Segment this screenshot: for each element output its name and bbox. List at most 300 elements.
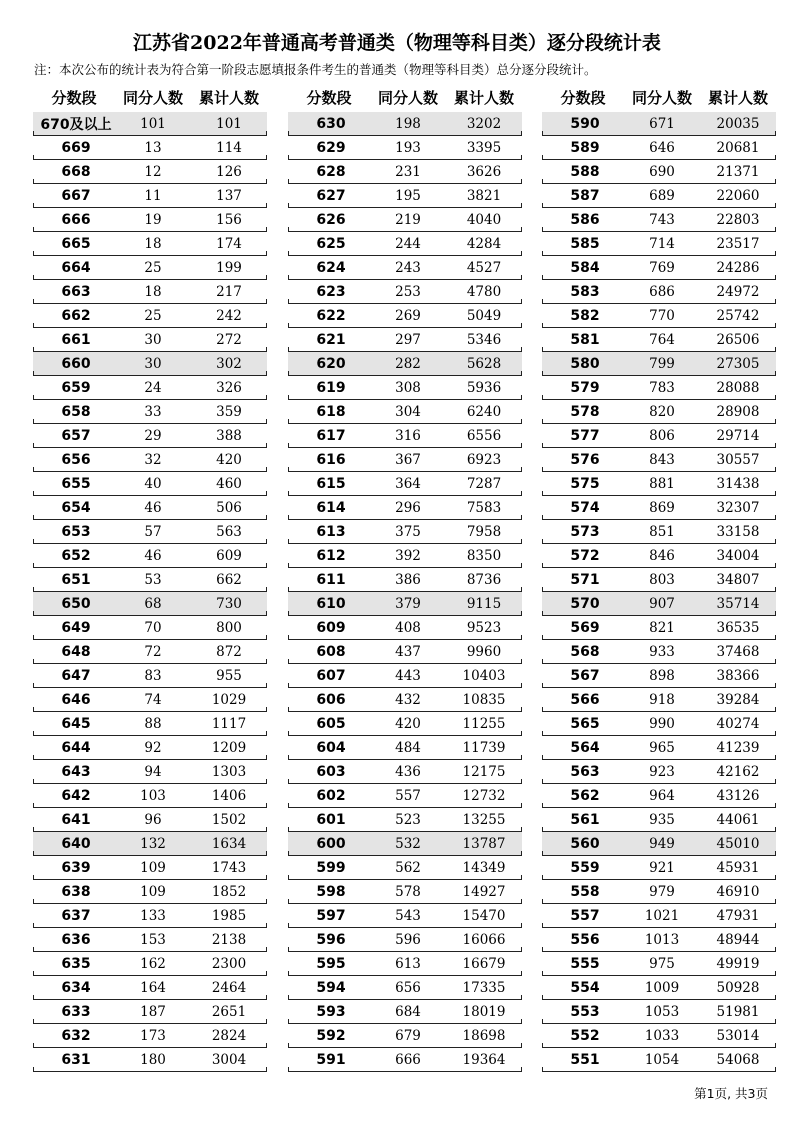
score-cell: 558 xyxy=(570,883,600,900)
table-row xyxy=(288,976,522,1000)
table-row xyxy=(33,232,267,256)
table-row xyxy=(33,928,267,952)
cumulative-count-cell: 302 xyxy=(216,355,242,372)
table-row xyxy=(33,400,267,424)
score-cell: 626 xyxy=(316,211,346,228)
cumulative-count-cell: 1209 xyxy=(211,739,247,756)
cumulative-count-cell: 388 xyxy=(216,427,242,444)
table-row xyxy=(542,184,776,208)
score-cell: 635 xyxy=(61,955,91,972)
same-count-cell: 296 xyxy=(395,499,421,516)
same-count-cell: 869 xyxy=(649,499,675,516)
same-count-cell: 851 xyxy=(649,523,675,540)
cumulative-count-cell: 24286 xyxy=(716,259,760,276)
table-note: 注：本次公布的统计表为符合第一阶段志愿填报条件考生的普通类（物理等科目类）总分逐分段统计。 xyxy=(34,62,597,77)
header-same-count: 同分人数 xyxy=(631,88,692,107)
table-row xyxy=(542,856,776,880)
score-cell: 552 xyxy=(570,1027,600,1044)
same-count-cell: 666 xyxy=(395,1051,421,1068)
cumulative-count-cell: 12175 xyxy=(462,763,506,780)
cumulative-count-cell: 10835 xyxy=(462,691,506,708)
same-count-cell: 679 xyxy=(395,1027,421,1044)
same-count-cell: 282 xyxy=(395,355,421,372)
cumulative-count-cell: 609 xyxy=(216,547,242,564)
score-cell: 655 xyxy=(61,475,91,492)
table-row xyxy=(288,328,522,352)
same-count-cell: 743 xyxy=(649,211,675,228)
same-count-cell: 783 xyxy=(649,379,675,396)
table-row xyxy=(33,856,267,880)
table-row xyxy=(33,472,267,496)
score-cell: 577 xyxy=(570,427,600,444)
cumulative-count-cell: 126 xyxy=(216,163,242,180)
cumulative-count-cell: 3821 xyxy=(466,187,502,204)
same-count-cell: 304 xyxy=(395,403,421,420)
same-count-cell: 846 xyxy=(649,547,675,564)
table-row xyxy=(288,496,522,520)
same-count-cell: 436 xyxy=(395,763,421,780)
table-row xyxy=(542,760,776,784)
cumulative-count-cell: 199 xyxy=(216,259,242,276)
same-count-cell: 596 xyxy=(395,931,421,948)
score-cell: 627 xyxy=(316,187,346,204)
cumulative-count-cell: 31438 xyxy=(716,475,760,492)
cumulative-count-cell: 137 xyxy=(216,187,242,204)
same-count-cell: 935 xyxy=(649,811,675,828)
same-count-cell: 132 xyxy=(140,835,166,852)
column-header xyxy=(33,84,267,110)
table-row xyxy=(542,544,776,568)
cumulative-count-cell: 27305 xyxy=(716,355,760,372)
same-count-cell: 392 xyxy=(395,547,421,564)
cumulative-count-cell: 39284 xyxy=(716,691,760,708)
cumulative-count-cell: 20035 xyxy=(716,115,760,132)
score-cell: 601 xyxy=(316,811,346,828)
same-count-cell: 162 xyxy=(140,955,166,972)
header-same-count: 同分人数 xyxy=(122,88,183,107)
score-cell: 664 xyxy=(61,259,91,276)
same-count-cell: 40 xyxy=(144,475,162,492)
cumulative-count-cell: 15470 xyxy=(462,907,506,924)
table-row xyxy=(542,808,776,832)
same-count-cell: 297 xyxy=(395,331,421,348)
score-cell: 644 xyxy=(61,739,91,756)
table-row xyxy=(288,640,522,664)
same-count-cell: 1021 xyxy=(644,907,680,924)
cumulative-count-cell: 2651 xyxy=(211,1003,247,1020)
score-cell: 613 xyxy=(316,523,346,540)
table-row xyxy=(288,208,522,232)
score-cell: 659 xyxy=(61,379,91,396)
score-cell: 610 xyxy=(316,595,346,612)
same-count-cell: 30 xyxy=(144,331,162,348)
same-count-cell: 979 xyxy=(649,883,675,900)
score-cell: 556 xyxy=(570,931,600,948)
table-row xyxy=(288,880,522,904)
score-cell: 603 xyxy=(316,763,346,780)
cumulative-count-cell: 1852 xyxy=(211,883,247,900)
table-row xyxy=(288,688,522,712)
same-count-cell: 101 xyxy=(140,115,166,132)
same-count-cell: 714 xyxy=(649,235,675,252)
score-cell: 667 xyxy=(61,187,91,204)
cumulative-count-cell: 955 xyxy=(216,667,242,684)
same-count-cell: 1053 xyxy=(644,1003,680,1020)
page-number: 第1页, 共3页 xyxy=(694,1086,768,1101)
same-count-cell: 53 xyxy=(144,571,162,588)
score-cell: 616 xyxy=(316,451,346,468)
same-count-cell: 437 xyxy=(395,643,421,660)
score-cell: 566 xyxy=(570,691,600,708)
same-count-cell: 29 xyxy=(144,427,162,444)
score-cell: 590 xyxy=(570,115,600,132)
score-cell: 557 xyxy=(570,907,600,924)
same-count-cell: 975 xyxy=(649,955,675,972)
score-cell: 585 xyxy=(570,235,600,252)
score-cell: 594 xyxy=(316,979,346,996)
score-cell: 658 xyxy=(61,403,91,420)
cumulative-count-cell: 506 xyxy=(216,499,242,516)
cumulative-count-cell: 8350 xyxy=(466,547,502,564)
cumulative-count-cell: 30557 xyxy=(716,451,760,468)
table-row xyxy=(542,280,776,304)
cumulative-count-cell: 460 xyxy=(216,475,242,492)
cumulative-count-cell: 29714 xyxy=(716,427,760,444)
cumulative-count-cell: 101 xyxy=(216,115,242,132)
score-cell: 637 xyxy=(61,907,91,924)
score-cell: 555 xyxy=(570,955,600,972)
same-count-cell: 109 xyxy=(140,883,166,900)
cumulative-count-cell: 326 xyxy=(216,379,242,396)
score-cell: 631 xyxy=(61,1051,91,1068)
table-row xyxy=(288,112,522,136)
same-count-cell: 806 xyxy=(649,427,675,444)
cumulative-count-cell: 9960 xyxy=(466,643,502,660)
table-row xyxy=(542,880,776,904)
score-cell: 623 xyxy=(316,283,346,300)
table-row xyxy=(542,736,776,760)
same-count-cell: 578 xyxy=(395,883,421,900)
same-count-cell: 386 xyxy=(395,571,421,588)
same-count-cell: 193 xyxy=(395,139,421,156)
table-row xyxy=(33,448,267,472)
cumulative-count-cell: 24972 xyxy=(716,283,760,300)
cumulative-count-cell: 26506 xyxy=(716,331,760,348)
cumulative-count-cell: 22060 xyxy=(716,187,760,204)
table-row xyxy=(542,712,776,736)
same-count-cell: 30 xyxy=(144,355,162,372)
table-rows xyxy=(542,112,776,1072)
cumulative-count-cell: 16066 xyxy=(462,931,506,948)
header-score: 分数段 xyxy=(51,88,97,107)
same-count-cell: 367 xyxy=(395,451,421,468)
table-row xyxy=(33,712,267,736)
table-column-1 xyxy=(33,84,267,1072)
score-cell: 573 xyxy=(570,523,600,540)
cumulative-count-cell: 2824 xyxy=(211,1027,247,1044)
cumulative-count-cell: 16679 xyxy=(462,955,506,972)
same-count-cell: 244 xyxy=(395,235,421,252)
same-count-cell: 562 xyxy=(395,859,421,876)
page-title: 江苏省2022年普通高考普通类（物理等科目类）逐分段统计表 xyxy=(133,32,661,54)
same-count-cell: 32 xyxy=(144,451,162,468)
cumulative-count-cell: 872 xyxy=(216,643,242,660)
table-row xyxy=(33,760,267,784)
cumulative-count-cell: 1029 xyxy=(211,691,247,708)
score-cell: 611 xyxy=(316,571,346,588)
score-cell: 565 xyxy=(570,715,600,732)
table-row xyxy=(33,640,267,664)
same-count-cell: 443 xyxy=(395,667,421,684)
cumulative-count-cell: 6923 xyxy=(466,451,502,468)
same-count-cell: 484 xyxy=(395,739,421,756)
cumulative-count-cell: 156 xyxy=(216,211,242,228)
same-count-cell: 24 xyxy=(144,379,162,396)
table-row xyxy=(33,616,267,640)
cumulative-count-cell: 3202 xyxy=(466,115,502,132)
score-cell: 589 xyxy=(570,139,600,156)
cumulative-count-cell: 4284 xyxy=(466,235,502,252)
table-row xyxy=(542,472,776,496)
table-row xyxy=(288,424,522,448)
score-cell: 597 xyxy=(316,907,346,924)
same-count-cell: 684 xyxy=(395,1003,421,1020)
same-count-cell: 269 xyxy=(395,307,421,324)
table-row xyxy=(288,304,522,328)
same-count-cell: 19 xyxy=(144,211,162,228)
score-cell: 653 xyxy=(61,523,91,540)
table-row xyxy=(288,1000,522,1024)
score-cell: 642 xyxy=(61,787,91,804)
same-count-cell: 164 xyxy=(140,979,166,996)
table-row xyxy=(33,112,267,136)
cumulative-count-cell: 36535 xyxy=(716,619,760,636)
score-cell: 600 xyxy=(316,835,346,852)
cumulative-count-cell: 32307 xyxy=(716,499,760,516)
same-count-cell: 764 xyxy=(649,331,675,348)
table-row xyxy=(542,568,776,592)
cumulative-count-cell: 7287 xyxy=(466,475,502,492)
table-row xyxy=(542,496,776,520)
score-cell: 561 xyxy=(570,811,600,828)
cumulative-count-cell: 662 xyxy=(216,571,242,588)
score-cell: 661 xyxy=(61,331,91,348)
table-row xyxy=(542,376,776,400)
score-cell: 618 xyxy=(316,403,346,420)
table-row xyxy=(288,544,522,568)
score-cell: 651 xyxy=(61,571,91,588)
same-count-cell: 94 xyxy=(144,763,162,780)
score-cell: 660 xyxy=(61,355,91,372)
table-row xyxy=(542,112,776,136)
cumulative-count-cell: 7958 xyxy=(466,523,502,540)
score-cell: 647 xyxy=(61,667,91,684)
same-count-cell: 408 xyxy=(395,619,421,636)
table-row xyxy=(542,976,776,1000)
same-count-cell: 1033 xyxy=(644,1027,680,1044)
table-row xyxy=(542,424,776,448)
same-count-cell: 613 xyxy=(395,955,421,972)
score-cell: 570 xyxy=(570,595,600,612)
cumulative-count-cell: 49919 xyxy=(716,955,760,972)
cumulative-count-cell: 50928 xyxy=(716,979,760,996)
same-count-cell: 70 xyxy=(144,619,162,636)
table-row xyxy=(542,520,776,544)
cumulative-count-cell: 242 xyxy=(216,307,242,324)
cumulative-count-cell: 12732 xyxy=(462,787,506,804)
table-row xyxy=(288,136,522,160)
table-row xyxy=(288,856,522,880)
table-row xyxy=(33,1048,267,1072)
cumulative-count-cell: 53014 xyxy=(716,1027,760,1044)
cumulative-count-cell: 6240 xyxy=(466,403,502,420)
cumulative-count-cell: 41239 xyxy=(716,739,760,756)
same-count-cell: 656 xyxy=(395,979,421,996)
cumulative-count-cell: 46910 xyxy=(716,883,760,900)
cumulative-count-cell: 54068 xyxy=(716,1051,760,1068)
cumulative-count-cell: 19364 xyxy=(462,1051,506,1068)
table-row xyxy=(288,832,522,856)
score-cell: 574 xyxy=(570,499,600,516)
cumulative-count-cell: 10403 xyxy=(462,667,506,684)
score-cell: 619 xyxy=(316,379,346,396)
score-cell: 593 xyxy=(316,1003,346,1020)
same-count-cell: 1054 xyxy=(644,1051,680,1068)
score-cell: 614 xyxy=(316,499,346,516)
header-same-count: 同分人数 xyxy=(377,88,438,107)
table-row xyxy=(542,1048,776,1072)
score-cell: 612 xyxy=(316,547,346,564)
cumulative-count-cell: 563 xyxy=(216,523,242,540)
table-row xyxy=(33,880,267,904)
score-cell: 657 xyxy=(61,427,91,444)
cumulative-count-cell: 5049 xyxy=(466,307,502,324)
table-row xyxy=(288,808,522,832)
cumulative-count-cell: 5936 xyxy=(466,379,502,396)
cumulative-count-cell: 18698 xyxy=(462,1027,506,1044)
cumulative-count-cell: 40274 xyxy=(716,715,760,732)
score-cell: 621 xyxy=(316,331,346,348)
same-count-cell: 933 xyxy=(649,643,675,660)
cumulative-count-cell: 1743 xyxy=(211,859,247,876)
same-count-cell: 557 xyxy=(395,787,421,804)
same-count-cell: 68 xyxy=(144,595,162,612)
score-cell: 643 xyxy=(61,763,91,780)
same-count-cell: 1009 xyxy=(644,979,680,996)
table-row xyxy=(288,712,522,736)
table-row xyxy=(288,568,522,592)
score-cell: 640 xyxy=(61,835,91,852)
table-row xyxy=(33,208,267,232)
score-cell: 609 xyxy=(316,619,346,636)
score-cell: 572 xyxy=(570,547,600,564)
table-row xyxy=(542,160,776,184)
cumulative-count-cell: 174 xyxy=(216,235,242,252)
table-row xyxy=(288,664,522,688)
table-rows xyxy=(33,112,267,1072)
table-row xyxy=(288,352,522,376)
table-row xyxy=(542,208,776,232)
table-row xyxy=(288,592,522,616)
cumulative-count-cell: 35714 xyxy=(716,595,760,612)
same-count-cell: 821 xyxy=(649,619,675,636)
table-row xyxy=(542,304,776,328)
cumulative-count-cell: 14927 xyxy=(462,883,506,900)
table-row xyxy=(542,256,776,280)
same-count-cell: 949 xyxy=(649,835,675,852)
same-count-cell: 173 xyxy=(140,1027,166,1044)
same-count-cell: 543 xyxy=(395,907,421,924)
table-row xyxy=(33,328,267,352)
table-row xyxy=(33,520,267,544)
score-cell: 607 xyxy=(316,667,346,684)
same-count-cell: 881 xyxy=(649,475,675,492)
same-count-cell: 72 xyxy=(144,643,162,660)
table-row xyxy=(542,832,776,856)
table-row xyxy=(542,448,776,472)
same-count-cell: 219 xyxy=(395,211,421,228)
table-row xyxy=(33,352,267,376)
same-count-cell: 379 xyxy=(395,595,421,612)
cumulative-count-cell: 6556 xyxy=(466,427,502,444)
cumulative-count-cell: 5346 xyxy=(466,331,502,348)
same-count-cell: 25 xyxy=(144,307,162,324)
score-cell: 629 xyxy=(316,139,346,156)
same-count-cell: 686 xyxy=(649,283,675,300)
score-cell: 670及以上 xyxy=(40,116,112,133)
score-cell: 650 xyxy=(61,595,91,612)
same-count-cell: 18 xyxy=(144,235,162,252)
cumulative-count-cell: 34004 xyxy=(716,547,760,564)
same-count-cell: 921 xyxy=(649,859,675,876)
same-count-cell: 253 xyxy=(395,283,421,300)
cumulative-count-cell: 9115 xyxy=(466,595,502,612)
score-cell: 652 xyxy=(61,547,91,564)
cumulative-count-cell: 48944 xyxy=(716,931,760,948)
table-row xyxy=(33,832,267,856)
same-count-cell: 18 xyxy=(144,283,162,300)
cumulative-count-cell: 28908 xyxy=(716,403,760,420)
table-row xyxy=(288,952,522,976)
table-row xyxy=(288,1024,522,1048)
cumulative-count-cell: 38366 xyxy=(716,667,760,684)
score-cell: 595 xyxy=(316,955,346,972)
same-count-cell: 523 xyxy=(395,811,421,828)
cumulative-count-cell: 272 xyxy=(216,331,242,348)
table-row xyxy=(288,232,522,256)
column-header xyxy=(288,84,522,110)
same-count-cell: 46 xyxy=(144,547,162,564)
table-row xyxy=(542,640,776,664)
same-count-cell: 769 xyxy=(649,259,675,276)
score-cell: 596 xyxy=(316,931,346,948)
header-score: 分数段 xyxy=(306,88,352,107)
table-row xyxy=(33,592,267,616)
table-row xyxy=(33,136,267,160)
table-row xyxy=(288,1048,522,1072)
same-count-cell: 690 xyxy=(649,163,675,180)
score-cell: 604 xyxy=(316,739,346,756)
column-header xyxy=(542,84,776,110)
same-count-cell: 187 xyxy=(140,1003,166,1020)
score-cell: 598 xyxy=(316,883,346,900)
table-row xyxy=(33,1000,267,1024)
cumulative-count-cell: 4780 xyxy=(466,283,502,300)
score-cell: 599 xyxy=(316,859,346,876)
table-row xyxy=(33,544,267,568)
table-row xyxy=(288,472,522,496)
cumulative-count-cell: 3004 xyxy=(211,1051,247,1068)
